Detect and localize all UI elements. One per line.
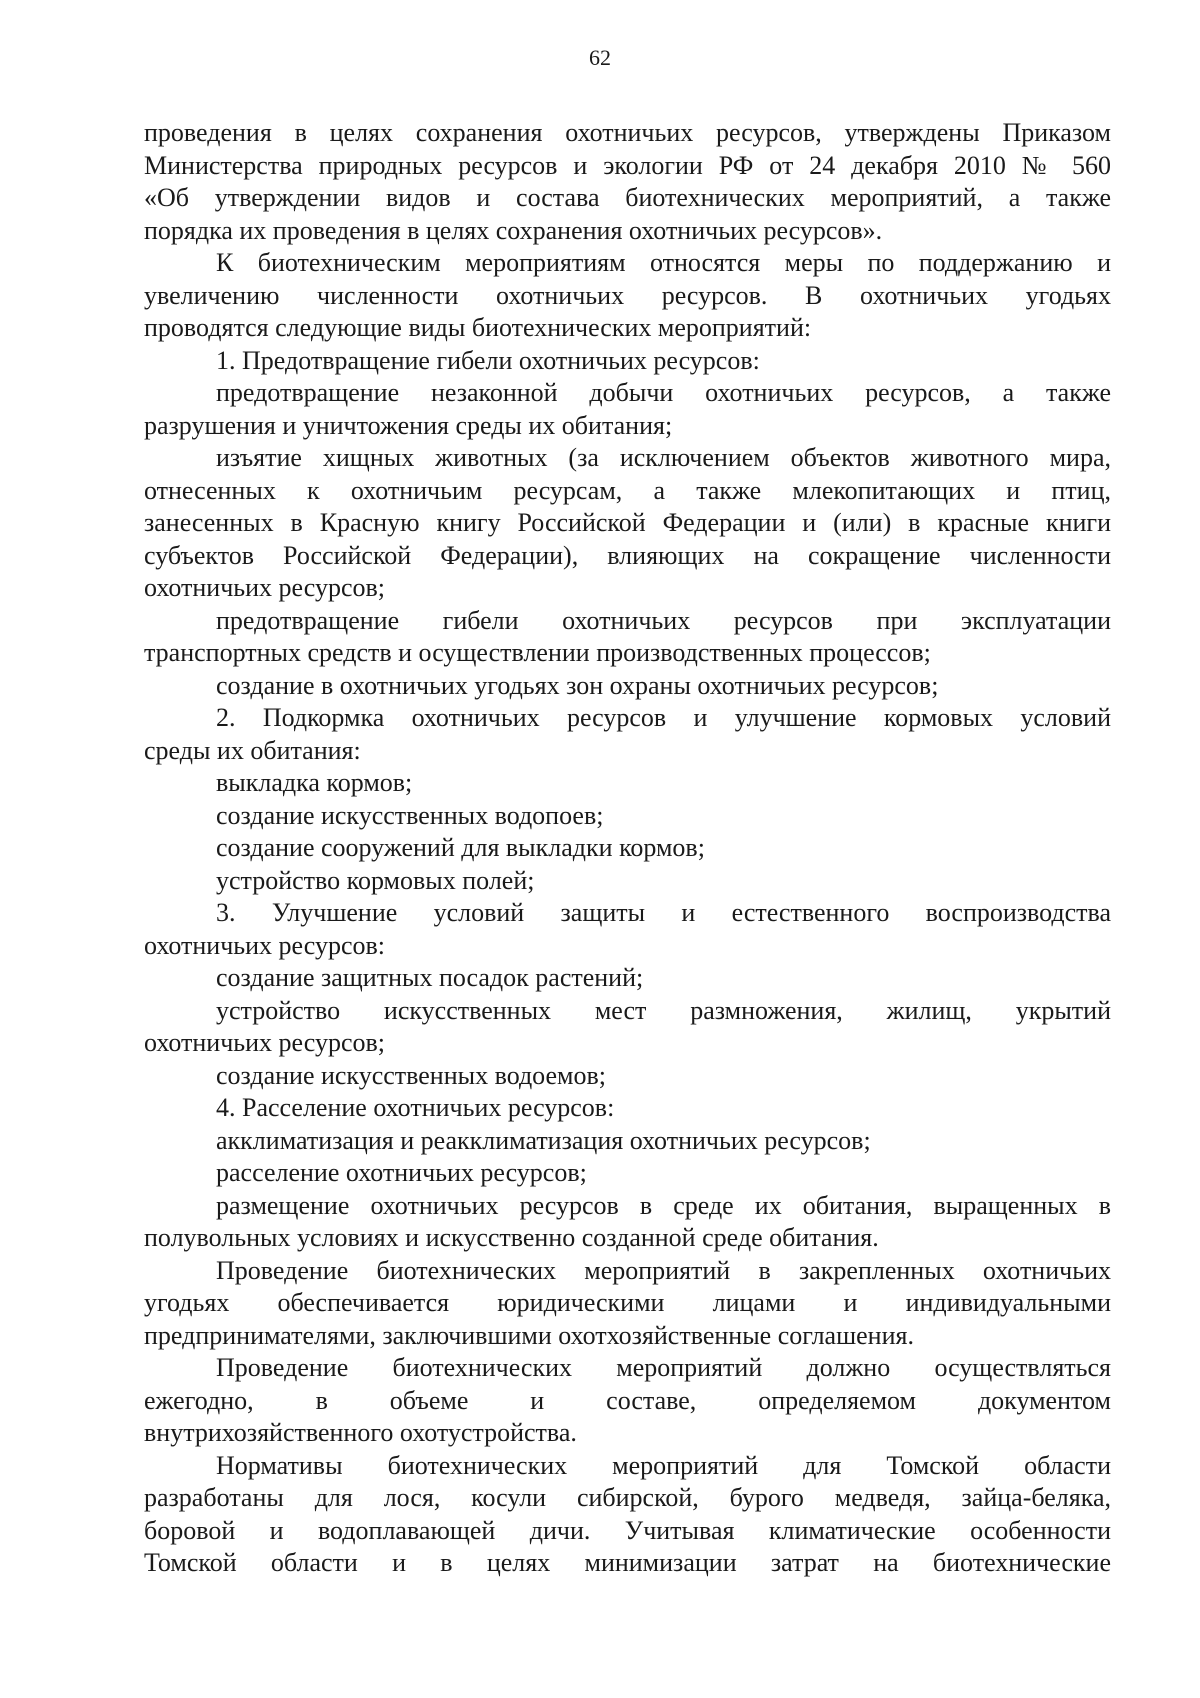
text-line: создание защитных посадок растений; [216,963,644,992]
text-line: создание в охотничьих угодьях зон охраны охотничьих ресурсов; [216,670,939,700]
text-line: проводятся следующие виды биотехнических мероприятий: [144,313,812,342]
text-line: 1. Предотвращение гибели охотничьих ресурсов: [216,345,760,375]
text-line: отнесенных к охотничьим ресурсам, а также млекопитающих и птиц, [144,475,1111,505]
text-line: транспортных средств и осуществлении производственных процессов; [144,638,931,667]
text-line: устройство кормовых полей; [216,865,535,895]
text-line: Министерства природных ресурсов и экологии РФ от 24 декабря 2010 № 560 [144,150,1111,180]
text-line: охотничьих ресурсов: [144,930,385,960]
text-line: среды их обитания: [144,735,361,765]
text-line: субъектов Российской Федерации), влияющих на сокращение численности [144,540,1111,570]
text-line: выкладка кормов; [216,768,413,797]
text-line: угодьях обеспечивается юридическими лицами и индивидуальными [144,1288,1111,1317]
text-line: создание искусственных водопоев; [216,800,604,830]
text-line: изъятие хищных животных (за исключением объектов животного мира, [216,443,1111,472]
text-line: полувольных условиях и искусственно созданной среде обитания. [144,1223,879,1252]
text-line: боровой и водоплавающей дичи. Учитывая климатические особенности [144,1515,1111,1545]
text-line: 2. Подкормка охотничьих ресурсов и улучшение кормовых условий [216,703,1111,732]
text-line: акклиматизация и реакклиматизация охотничьих ресурсов; [216,1125,871,1155]
page-number: 62 [589,45,611,70]
text-line: Томской области и в целях минимизации затрат на биотехнические [144,1548,1111,1577]
text-line: предотвращение гибели охотничьих ресурсов при эксплуатации [216,605,1111,635]
text-line: расселение охотничьих ресурсов; [216,1158,587,1187]
text-line: порядка их проведения в целях сохранения охотничьих ресурсов». [144,215,883,245]
text-line: «Об утверждении видов и состава биотехнических мероприятий, а также [144,183,1111,212]
text-line: устройство искусственных мест размножения, жилищ, укрытий [216,995,1111,1025]
document-body [144,117,1111,1580]
text-line: Проведение биотехнических мероприятий должно осуществляться [216,1353,1111,1382]
text-line: занесенных в Красную книгу Российской Федерации и (или) в красные книги [144,508,1111,537]
text-line: разрушения и уничтожения среды их обитания; [144,410,673,440]
text-line: увеличению численности охотничьих ресурсов. В охотничьих угодьях [144,280,1111,310]
text-line: размещение охотничьих ресурсов в среде их обитания, выращенных в [216,1190,1111,1220]
text-line: Проведение биотехнических мероприятий в закрепленных охотничьих [216,1255,1111,1285]
text-line: охотничьих ресурсов; [144,573,385,602]
text-line: предотвращение незаконной добычи охотничьих ресурсов, а также [216,378,1111,407]
text-line: создание искусственных водоемов; [216,1060,606,1090]
text-line: предпринимателями, заключившими охотхозяйственные соглашения. [144,1320,914,1350]
text-line: создание сооружений для выкладки кормов; [216,833,705,862]
text-line: 4. Расселение охотничьих ресурсов: [216,1093,615,1122]
text-line: ежегодно, в объеме и составе, определяемом документом [144,1385,1111,1415]
text-line: внутрихозяйственного охотустройства. [144,1418,577,1447]
text-line: К биотехническим мероприятиям относятся меры по поддержанию и [216,248,1111,277]
text-line: Нормативы биотехнических мероприятий для Томской области [216,1450,1111,1480]
text-line: проведения в целях сохранения охотничьих ресурсов, утверждены Приказом [144,118,1111,147]
text-line: разработаны для лося, косули сибирской, бурого медведя, зайца-беляка, [144,1483,1111,1512]
text-line: охотничьих ресурсов; [144,1028,385,1057]
text-line: 3. Улучшение условий защиты и естественного воспроизводства [216,898,1111,927]
